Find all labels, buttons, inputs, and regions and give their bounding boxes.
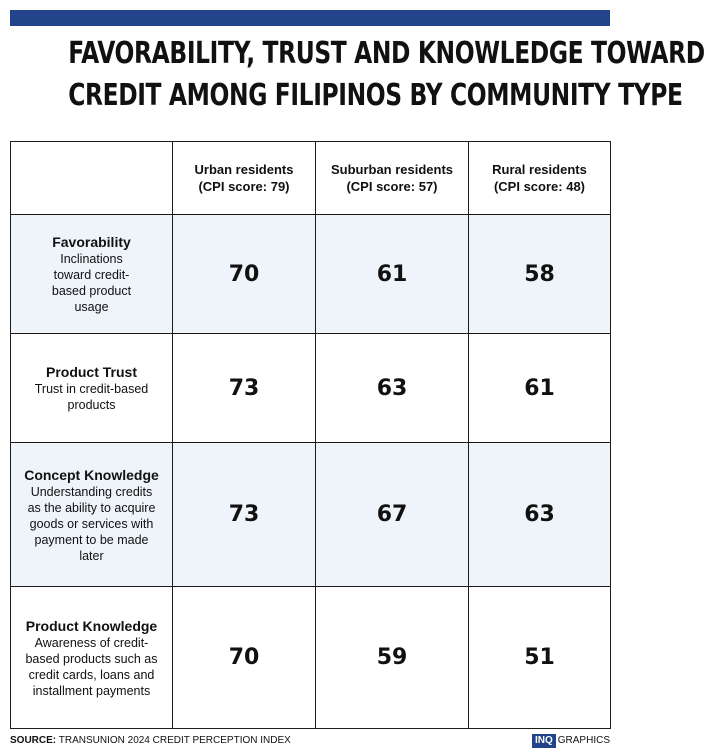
table-row-concept-knowledge [11, 443, 611, 587]
row-title: Favorability [52, 234, 131, 250]
row-description: Trust in credit-based products [34, 382, 149, 412]
table-row-product-trust [11, 334, 611, 443]
value-cell: 67 [316, 443, 469, 587]
column-header-urban [173, 142, 316, 215]
brand-text: GRAPHICS [557, 735, 610, 746]
top-accent-bar [10, 10, 610, 26]
row-title: Product Knowledge [25, 617, 158, 634]
value-cell: 61 [316, 215, 469, 334]
brand-logo [532, 734, 610, 748]
value-cell: 73 [173, 334, 316, 443]
value-cell: 61 [469, 334, 611, 443]
value-cell: 63 [316, 334, 469, 443]
row-description: Inclinations toward credit-based product usage [51, 252, 132, 314]
table-row-favorability [11, 215, 611, 334]
value-cell: 70 [173, 215, 316, 334]
row-description: Understanding credits as the ability to acquire goods or services with payment to be made later [27, 484, 156, 563]
column-note: (CPI score: 48) [493, 179, 586, 194]
value-cell: 58 [469, 215, 611, 334]
value-cell: 73 [173, 443, 316, 587]
brand-box: INQ [532, 734, 556, 748]
column-header-rural [469, 142, 611, 215]
corner-cell [11, 142, 173, 215]
page-title [68, 33, 705, 117]
row-label [11, 587, 173, 729]
table-row-product-knowledge [11, 587, 611, 729]
column-note: (CPI score: 79) [198, 179, 290, 194]
value-cell: 51 [469, 587, 611, 729]
title-line-2: CREDIT AMONG FILIPINOS BY COMMUNITY TYPE [68, 78, 683, 113]
title-line-1: FAVORABILITY, TRUST AND KNOWLEDGE TOWARD [68, 36, 705, 71]
column-name: Rural residents [492, 162, 587, 177]
source-label: SOURCE: [10, 735, 57, 746]
data-table [10, 141, 611, 729]
column-header-suburban [316, 142, 469, 215]
column-name: Suburban residents [330, 162, 454, 177]
value-cell: 59 [316, 587, 469, 729]
row-label [11, 334, 173, 443]
header-row [11, 142, 611, 215]
row-title: Product Trust [45, 364, 137, 380]
column-name: Urban residents [194, 162, 294, 177]
column-note: (CPI score: 57) [346, 179, 438, 194]
row-title: Concept Knowledge [24, 466, 159, 483]
value-cell: 70 [173, 587, 316, 729]
row-description: Awareness of credit-based products such as credit cards, loans and installment payments [25, 635, 158, 698]
row-label [11, 215, 173, 334]
value-cell: 63 [469, 443, 611, 587]
footer [10, 734, 610, 752]
row-label [11, 443, 173, 587]
source-text: TRANSUNION 2024 CREDIT PERCEPTION INDEX [58, 735, 291, 746]
